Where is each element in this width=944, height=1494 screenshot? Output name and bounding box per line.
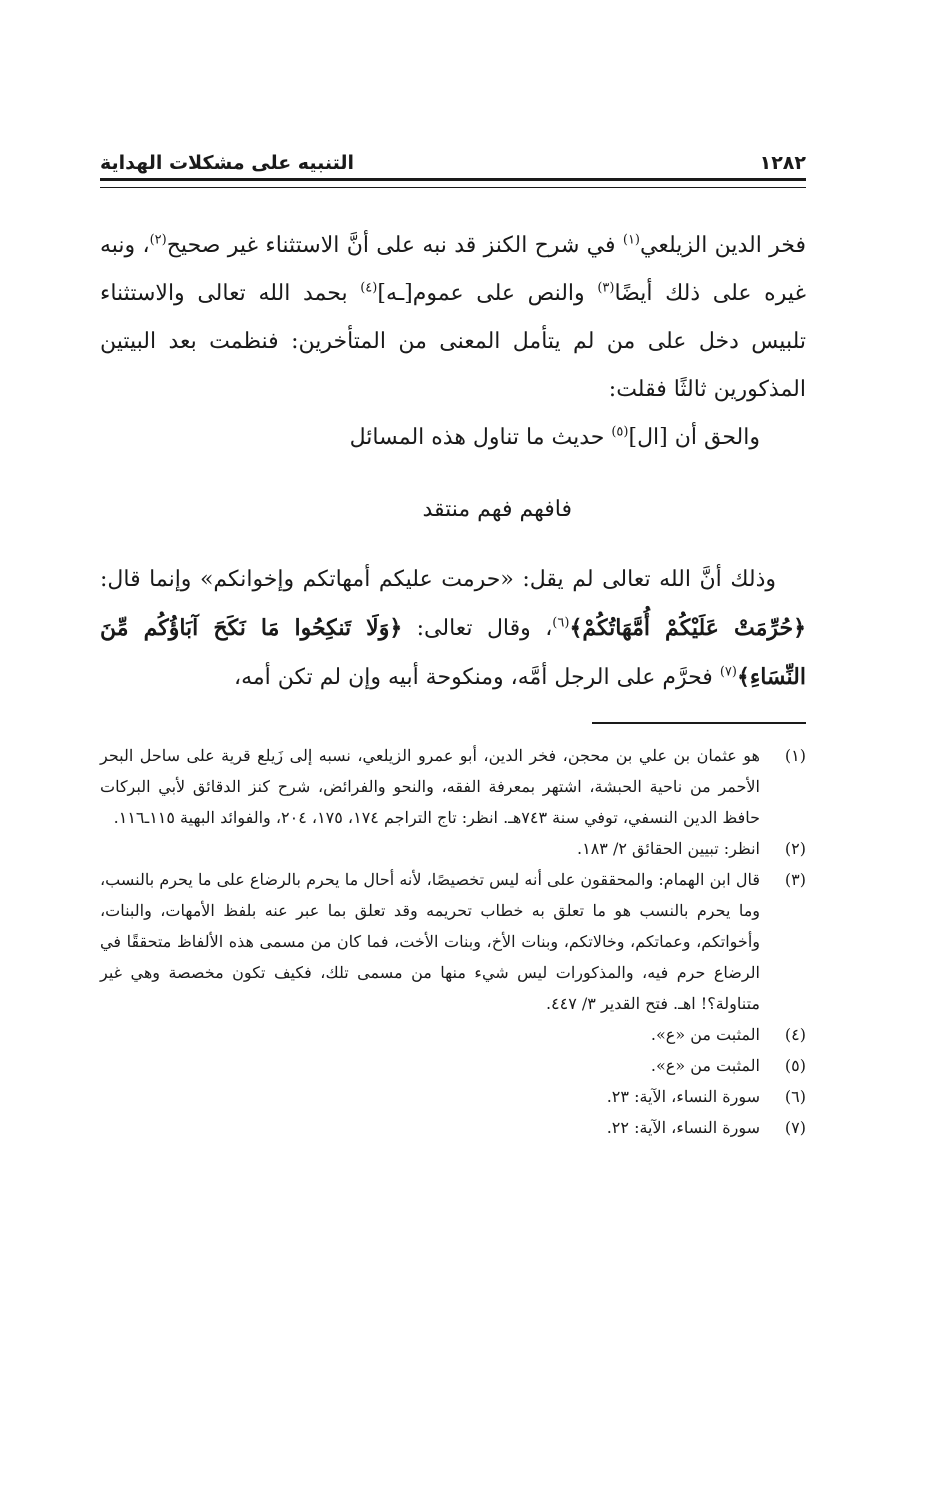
running-page-number: ١٢٨٢ (759, 152, 806, 174)
footnote-text: انظر: تبيين الحقائق ٢/ ١٨٣. (577, 839, 760, 858)
footnote-1 (100, 740, 806, 833)
footnote-3 (100, 864, 806, 1019)
verse-line-1 (100, 414, 806, 462)
footnote-4 (100, 1019, 806, 1050)
para2-text-3: فحرَّم على الرجل أمَّه، ومنكوحة أبيه وإن لم تكن أمه، (233, 665, 720, 690)
footnote-ref-4: (٤) (360, 280, 378, 296)
footnote-text: هو عثمان بن علي بن محجن، فخر الدين، أبو عمرو الزيلعي، نسبه إلى زَيلع قرية على ساحل البحر الأحمر من ناحية الحبشة، اشتهر بمعرفة الفقه، والنحو والفرائض، شرح كنز الدقائق لأبي البركات حافظ الدين النسفي، توفي سنة ٧٤٣هـ. انظر: تاج التراجم ١٧٤، ١٧٥، ٢٠٤، والفوائد البهية ١١٥ـ١١٦. (100, 746, 760, 827)
verse-line-2: فافهم فهم منتقد (422, 497, 572, 522)
footnote-5 (100, 1050, 806, 1081)
footnote-number: (٢) (784, 839, 806, 858)
para1-text-1: فخر الدين الزيلعي (640, 233, 807, 258)
footnote-ref-3: (٣) (597, 280, 615, 296)
footnote-7 (100, 1112, 806, 1143)
footnote-ref-7: (٧) (719, 664, 737, 680)
para2-text-1: وذلك أنَّ الله تعالى لم يقل: «حرمت عليكم أمهاتكم وإخوانكم» وإنما قال: (100, 567, 776, 592)
footnote-ref-5: (٥) (611, 424, 629, 440)
footnote-number: (٤) (784, 1025, 806, 1044)
quran-quote-2: ﴿وَلَا تَنكِحُوا مَا نَكَحَ آبَاؤُكُم مِّنَ النِّسَاءِ﴾ (100, 615, 806, 690)
footnote-text: سورة النساء، الآية: ٢٣. (606, 1087, 760, 1106)
running-header (100, 140, 806, 174)
para1-text-5: بحمد الله تعالى والاستثناء تلبيس دخل على من لم يتأمل المعنى من المتأخرين: فنظمت بعد البيتين المذكورين ثالثًا فقلت: (100, 281, 806, 402)
para2-text-2: ، وقال تعالى: (402, 616, 553, 641)
footnotes (100, 740, 806, 1143)
footnote-number: (٣) (784, 870, 806, 889)
footnote-6 (100, 1081, 806, 1112)
footnote-ref-2: (٢) (149, 232, 167, 248)
footnote-number: (٦) (784, 1087, 806, 1106)
quran-quote-1: ﴿حُرِّمَتْ عَلَيْكُمْ أُمَّهَاتُكُمْ﴾ (569, 615, 806, 641)
footnote-number: (٥) (784, 1056, 806, 1075)
footnote-ref-6: (٦) (552, 615, 570, 631)
footnote-text: المثبت من «ع». (650, 1025, 760, 1044)
footnote-text: المثبت من «ع». (650, 1056, 760, 1075)
footnote-text: قال ابن الهمام: والمحققون على أنه ليس تخصيصًا، لأنه أحال ما يحرم بالرضاع على ما يحرم بالنسب، وما يحرم بالنسب هو ما تعلق به خطاب تحريمه وقد تعلق بما عبر عنه بلفظ الأمهات، والبنات، وأخواتكم، وعماتكم، وخالاتكم، وبنات الأخ، وبنات الأخت، فما كان من مسمى هذه الألفاظ متحققًا في الرضاع حرم فيه، والمذكورات ليس شيء منها من مسمى تلك، فكيف تكون مخصصة وهي غير متناولة؟! اهـ. فتح القدير ٣/ ٤٤٧. (100, 870, 760, 1013)
footnote-2 (100, 833, 806, 864)
footnote-separator (592, 722, 806, 724)
paragraph-1 (100, 222, 806, 414)
para1-text-3: ، ونبه غيره على ذلك أيضًا (100, 233, 806, 306)
footnote-ref-1: (١) (622, 232, 640, 248)
footnote-number: (١) (784, 746, 806, 765)
paragraph-2 (100, 556, 806, 702)
main-text (100, 222, 806, 702)
footnote-text: سورة النساء، الآية: ٢٢. (606, 1118, 760, 1137)
verse1-text-2: حديث ما تناول هذه المسائل (349, 425, 612, 450)
running-book-title: التنبيه على مشكلات الهداية (100, 152, 354, 174)
para1-text-4: والنص على عموم[ـه] (377, 281, 598, 306)
verse1-text-1: والحق أن [ال] (628, 425, 760, 450)
para1-text-2: في شرح الكنز قد نبه على أنَّ الاستثناء غير صحيح (166, 233, 623, 258)
footnote-number: (٧) (784, 1118, 806, 1137)
book-page (100, 0, 806, 1494)
header-double-rule (100, 178, 806, 188)
